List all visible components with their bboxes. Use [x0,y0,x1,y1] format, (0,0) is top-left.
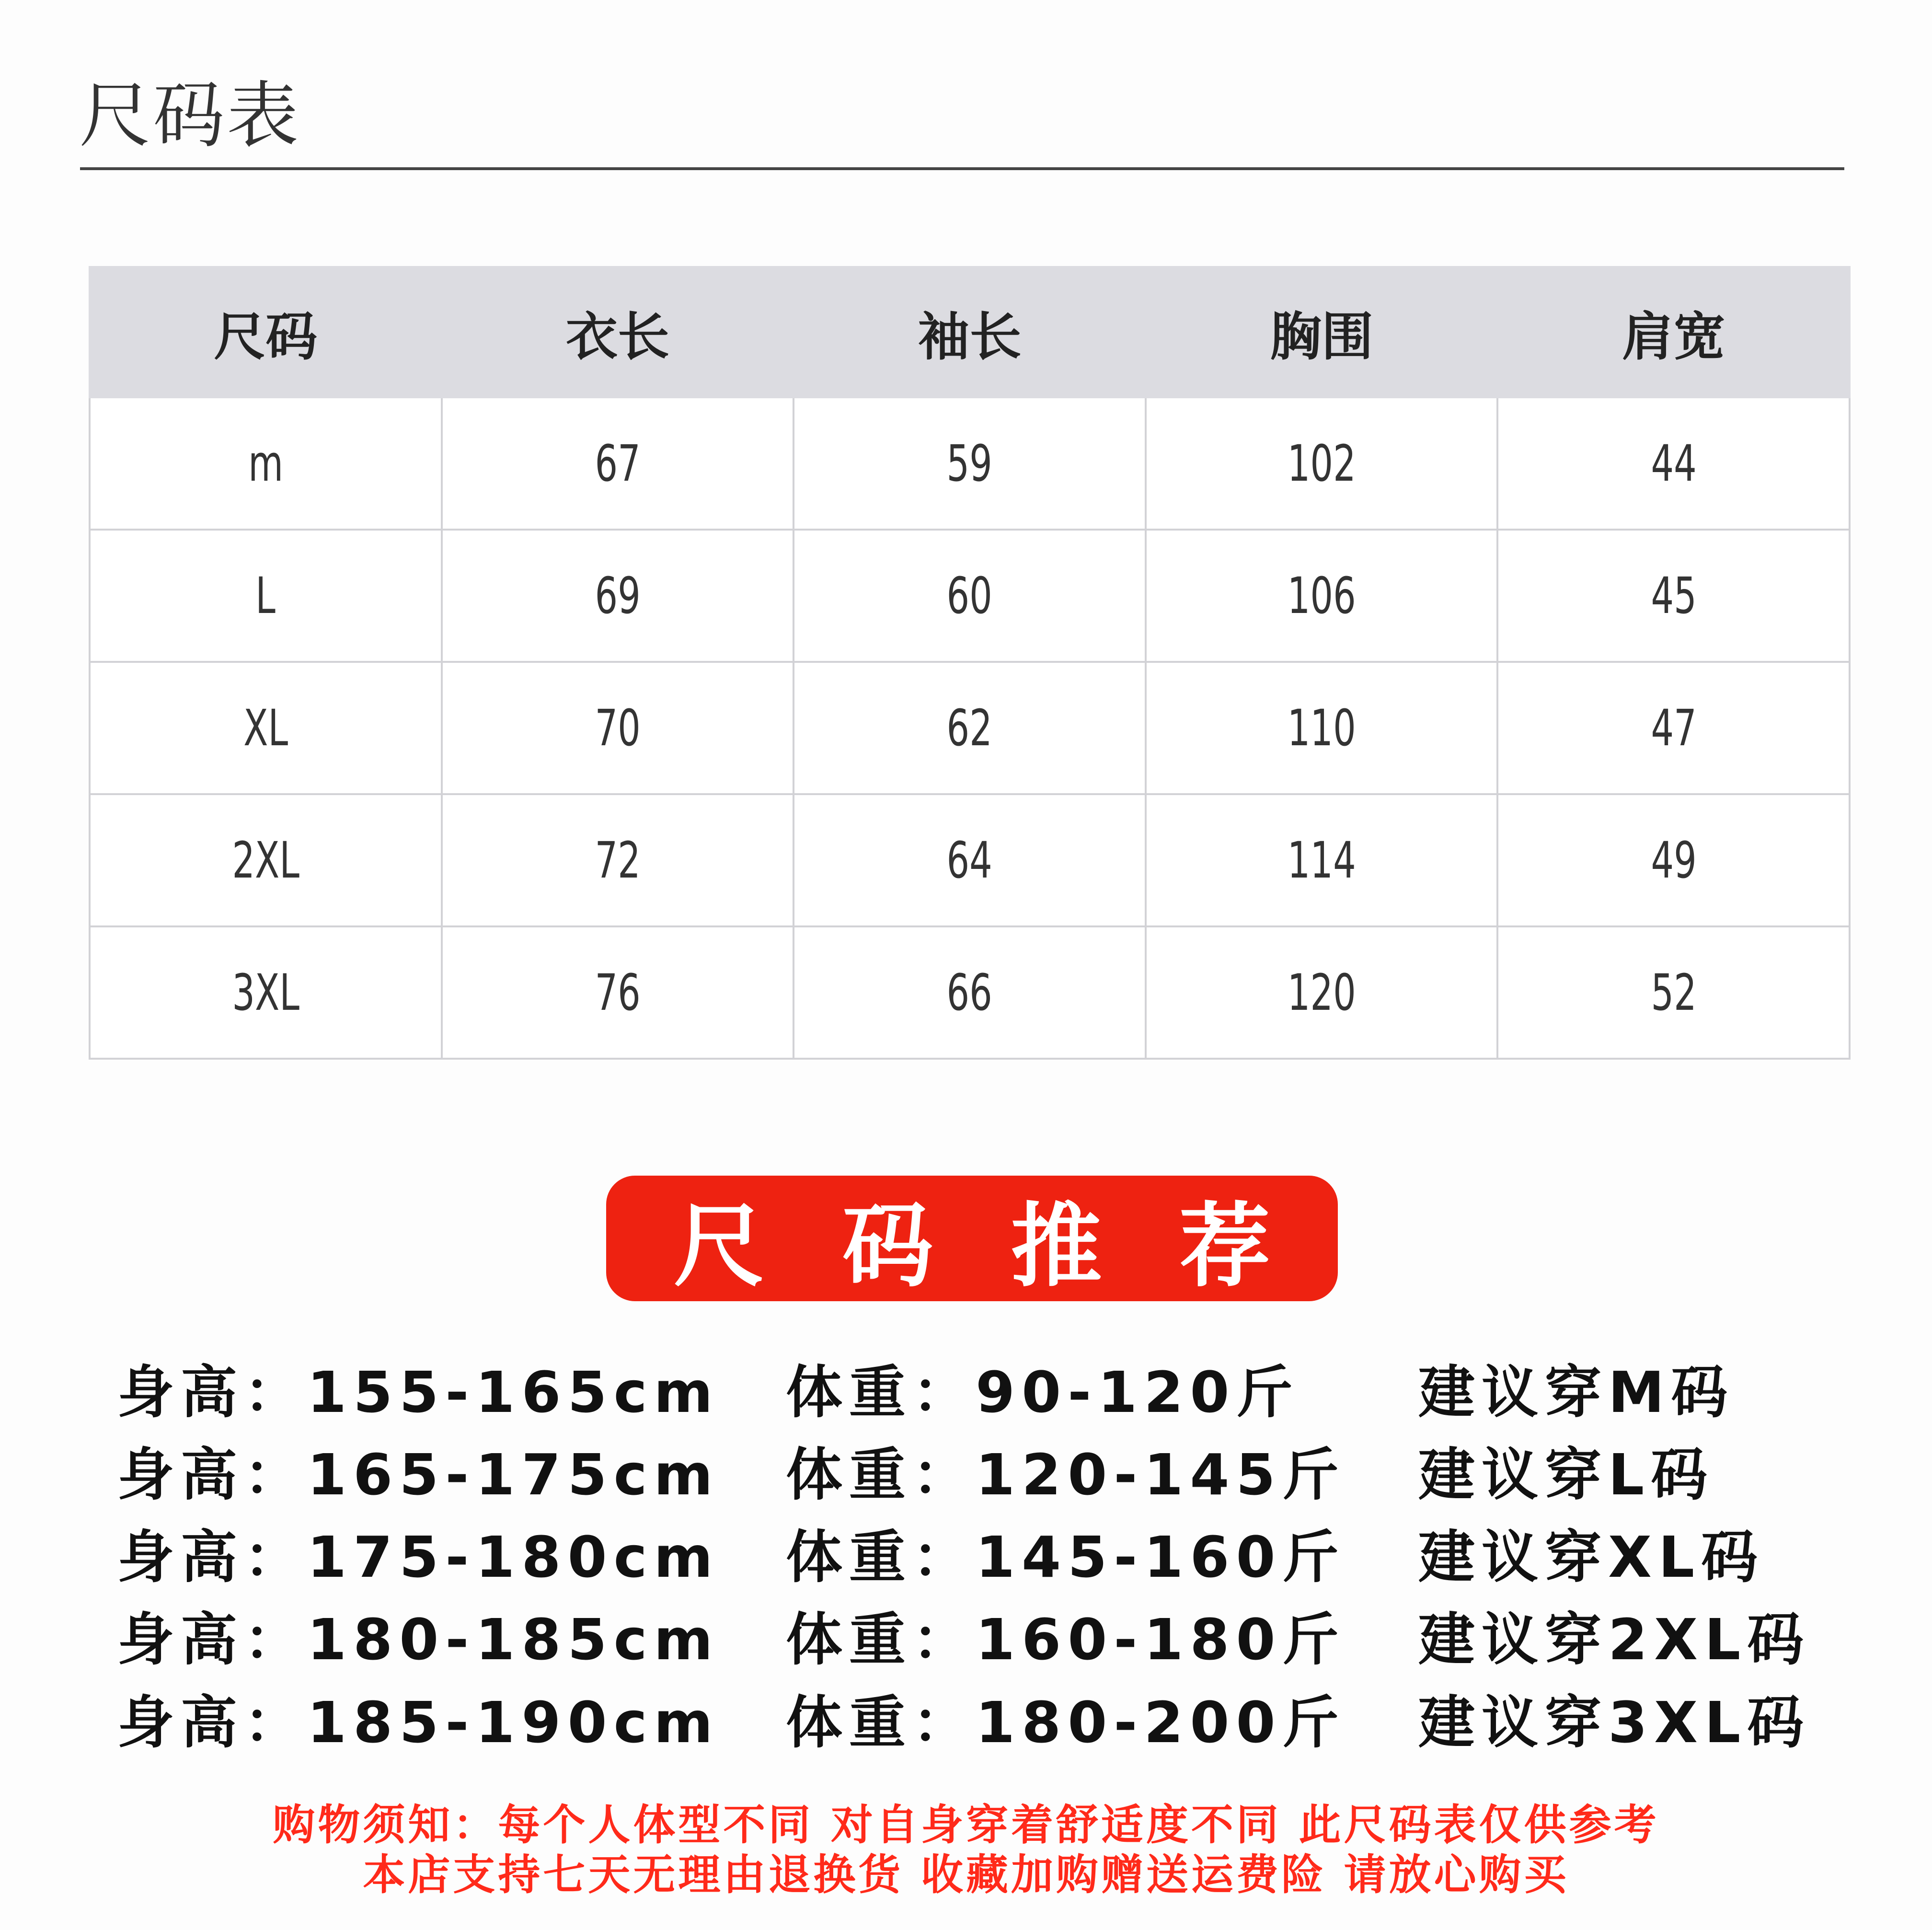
table-cell [1146,662,1498,794]
table-cell [1497,794,1850,926]
recommendation-row [0,1594,1932,1676]
cell-value: 64 [946,831,993,890]
height-range: 身高：180-185cm [117,1606,720,1673]
recommendation-row [0,1512,1932,1593]
table-cell [442,662,794,794]
cell-value: m [248,434,283,493]
table-cell [90,926,442,1059]
table-cell [794,397,1146,530]
cell-value: 59 [946,434,993,493]
table-cell [794,662,1146,794]
cell-value: 2XL [231,831,299,890]
header-length: 衣长 [442,267,794,397]
weight-range: 体重：160-180斤 [786,1606,1346,1673]
table-cell [1146,397,1498,530]
table-cell [90,530,442,662]
table-cell [794,926,1146,1059]
header-chest: 胸围 [1146,267,1498,397]
weight-range: 体重：145-160斤 [786,1524,1346,1590]
header-size: 尺码 [90,267,442,397]
table-cell [442,530,794,662]
cell-value: 47 [1651,699,1697,757]
height-range: 身高：165-175cm [117,1442,720,1508]
size-recommendation-banner [606,1176,1338,1301]
height-range: 身高：185-190cm [117,1689,720,1756]
table-cell [1146,794,1498,926]
table-cell [1497,662,1850,794]
banner-char: 推 [1011,1193,1102,1299]
cell-value: 110 [1287,699,1356,757]
cell-value: 69 [595,566,641,625]
size-advice: 建议穿XL码 [1418,1524,1765,1590]
cell-value: 60 [946,566,993,625]
return-policy-notice: 本店支持七天无理由退换货 收藏加购赠送运费险 请放心购买 [363,1850,1569,1899]
table-row [90,926,1850,1059]
table-cell [1146,530,1498,662]
size-advice: 建议穿M码 [1418,1359,1735,1425]
height-range: 身高：155-165cm [117,1359,720,1425]
cell-value: 62 [946,699,993,757]
banner-char: 荐 [1179,1193,1271,1299]
recommendation-row [0,1429,1932,1511]
table-row [90,530,1850,662]
banner-char: 码 [842,1193,933,1299]
cell-value: 49 [1651,831,1697,890]
shopping-notice: 购物须知：每个人体型不同 对自身穿着舒适度不同 此尺码表仅供参考 [273,1800,1659,1849]
table-cell [442,397,794,530]
cell-value: 106 [1287,566,1356,625]
header-sleeve: 袖长 [794,267,1146,397]
cell-value: 45 [1651,566,1697,625]
size-advice: 建议穿3XL码 [1418,1689,1811,1756]
table-header-row [90,267,1850,397]
cell-value: 3XL [231,963,299,1022]
cell-value: 44 [1651,434,1697,493]
table-cell [90,794,442,926]
table-cell [794,794,1146,926]
table-cell [90,662,442,794]
table-cell [1497,397,1850,530]
banner-char: 尺 [673,1193,765,1299]
weight-range: 体重：120-145斤 [786,1442,1346,1508]
cell-value: 102 [1287,434,1356,493]
table-row [90,794,1850,926]
table-cell [794,530,1146,662]
cell-value: 120 [1287,963,1356,1022]
cell-value: 67 [595,434,641,493]
header-shoulder: 肩宽 [1497,267,1850,397]
table-cell [1146,926,1498,1059]
cell-value: XL [243,699,288,757]
table-row [90,662,1850,794]
cell-value: 52 [1651,963,1697,1022]
cell-value: 72 [595,831,641,890]
page-title: 尺码表 [79,74,301,158]
weight-range: 体重：180-200斤 [786,1689,1346,1756]
size-advice: 建议穿L码 [1418,1442,1714,1508]
size-advice: 建议穿2XL码 [1418,1606,1811,1673]
size-table [89,266,1851,1060]
table-cell [90,397,442,530]
cell-value: L [255,566,276,625]
table-row [90,397,1850,530]
table-cell [442,926,794,1059]
cell-value: 114 [1287,831,1356,890]
table-cell [1497,926,1850,1059]
table-cell [1497,530,1850,662]
height-range: 身高：175-180cm [117,1524,720,1590]
cell-value: 76 [595,963,641,1022]
table-cell [442,794,794,926]
weight-range: 体重：90-120斤 [786,1359,1300,1425]
recommendation-row [0,1677,1932,1758]
title-divider [80,167,1844,170]
cell-value: 66 [946,963,993,1022]
recommendation-row [0,1347,1932,1428]
cell-value: 70 [595,699,641,757]
